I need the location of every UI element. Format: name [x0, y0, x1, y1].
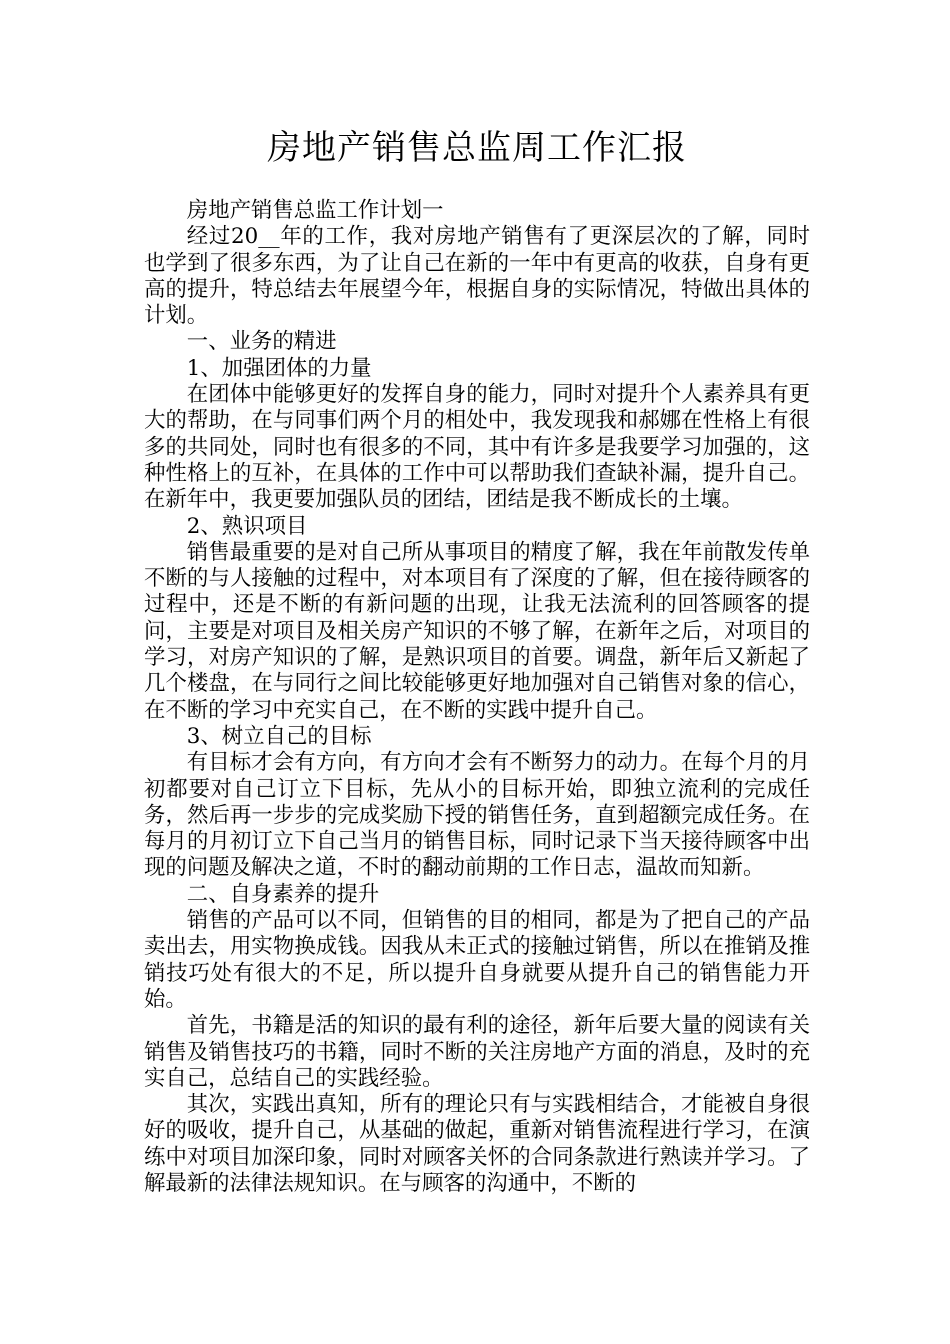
body-paragraph: 其次，实践出真知，所有的理论只有与实践相结合，才能被自身很好的吸收，提升自己，从基础的做起，重新对销售流程进行学习，在演练中对项目加深印象，同时对顾客关怀的合同条款进行熟读并学习。了解最新的法律法规知识。在与顾客的沟通中，不断的	[144, 1092, 810, 1196]
subsection-heading: 1、加强团体的力量	[186, 355, 372, 381]
document-title: 房地产销售总监周工作汇报	[267, 128, 687, 168]
body-paragraph: 在团体中能够更好的发挥自身的能力，同时对提升个人素养具有更大的帮助，在与同事们两个月的相处中，我发现我和郝娜在性格上有很多的共同处，同时也有很多的不同，其中有许多是我要学习加强的，这种性格上的互补，在具体的工作中可以帮助我们查缺补漏，提升自己。在新年中，我更要加强队员的团结，团结是我不断成长的土壤。	[144, 382, 810, 513]
body-paragraph: 销售最重要的是对自己所从事项目的精度了解，我在年前散发传单不断的与人接触的过程中，对本项目有了深度的了解，但在接待顾客的过程中，还是不断的有新问题的出现，让我无法流利的回答顾客的提问，主要是对项目及相关房产知识的不够了解，在新年之后，对项目的学习，对房产知识的了解，是熟识项目的首要。调盘，新年后又新起了几个楼盘，在与同行之间比较能够更好地加强对自己销售对象的信心，在不断的学习中充实自己，在不断的实践中提升自己。	[144, 539, 810, 723]
subsection-heading: 3、树立自己的目标	[186, 723, 372, 749]
section-heading: 一、业务的精进	[186, 329, 337, 355]
subsection-heading: 2、熟识项目	[186, 513, 308, 539]
body-paragraph: 首先，书籍是活的知识的最有利的途径，新年后要大量的阅读有关销售及销售技巧的书籍，同时不断的关注房地产方面的消息，及时的充实自己，总结自己的实践经验。	[144, 1013, 810, 1091]
intro-paragraph: 经过20__年的工作，我对房地产销售有了更深层次的了解，同时也学到了很多东西，为了让自己在新的一年中有更高的收获，自身有更高的提升，特总结去年展望今年，根据自身的实际情况，特做出具体的计划。	[144, 224, 810, 329]
document-body	[144, 198, 810, 1197]
body-paragraph: 销售的产品可以不同，但销售的目的相同，都是为了把自己的产品卖出去，用实物换成钱。因我从未正式的接触过销售，所以在推销及推销技巧处有很大的不足，所以提升自身就要从提升自己的销售能力开始。	[144, 908, 810, 1012]
document-page	[144, 120, 810, 1197]
section-heading: 二、自身素养的提升	[186, 881, 380, 907]
body-paragraph: 有目标才会有方向，有方向才会有不断努力的动力。在每个月的月初都要对自己订立下目标，先从小的目标开始，即独立流利的完成任务，然后再一步步的完成奖励下授的销售任务，直到超额完成任务。在每月的月初订立下自己当月的销售目标，同时记录下当天接待顾客中出现的问题及解决之道，不时的翻动前期的工作日志，温故而知新。	[144, 750, 810, 881]
section-heading: 房地产销售总监工作计划一	[186, 198, 444, 223]
